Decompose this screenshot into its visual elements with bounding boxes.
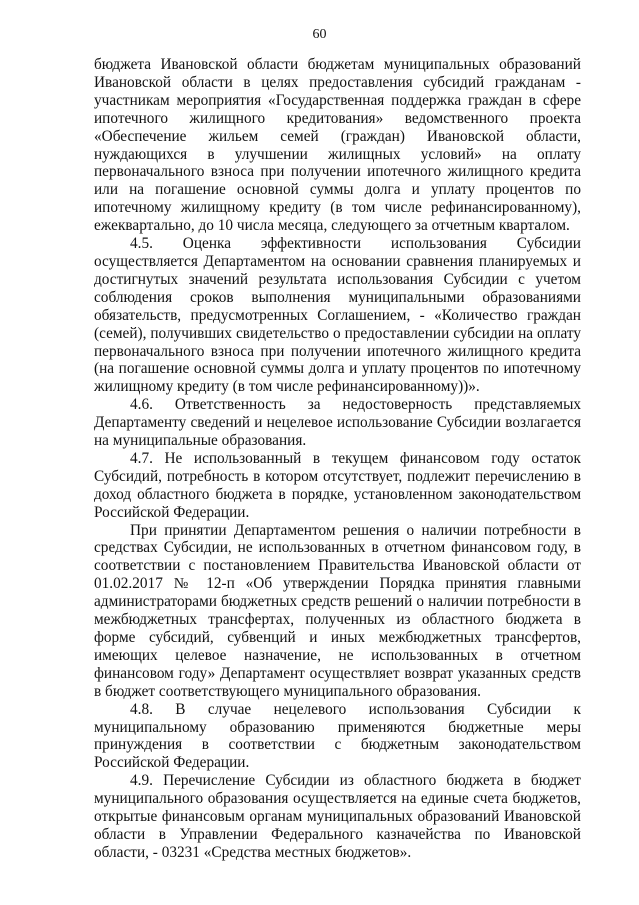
paragraph-4-7-return: При принятии Департаментом решения о наличии потребности в средствах Субсидии, не использованных в отчетном финансовом году, в соответствии с постановлением Правительства Ивановской области от 01.02.2017 № 12-п «Об утверждении Порядка принятия главными администраторами бюджетных средств решений о наличии потребности в межбюджетных трансфертах, полученных из областного бюджета в форме субсидий, субвенций и иных межбюджетных трансфертов, имеющих целевое назначение, не использованных в отчетном финансовом году» Департамент осуществляет возврат указанных средств в бюджет соответствующего муниципального образования. — [94, 521, 581, 700]
paragraph-4-5: 4.5. Оценка эффективности использования Субсидии осуществляется Департаментом на основании сравнения планируемых и достигнутых значений результата использования Субсидии с учетом соблюдения сроков выполнения муниципальными образованиями обязательств, предусмотренных Соглашением, - «Количество граждан (семей), получивших свидетельство о предоставлении субсидии на оплату первоначального взноса при получении ипотечного жилищного кредита (на погашение основной суммы долга и уплату процентов по ипотечному жилищному кредиту (в том числе рефинансированному))». — [94, 235, 581, 396]
page-number: 60 — [312, 27, 327, 42]
paragraph-4-7: 4.7. Не использованный в текущем финансовом году остаток Субсидий, потребность в котором отсутствует, подлежит перечислению в доход областного бюджета в порядке, установленном законодательством Российской Федерации. — [94, 449, 581, 521]
document-body — [94, 56, 581, 862]
paragraph-4-8: 4.8. В случае нецелевого использования Субсидии к муниципальному образованию применяются бюджетные меры принуждения в соответствии с бюджетным законодательством Российской Федерации. — [94, 700, 581, 772]
paragraph-4-9: 4.9. Перечисление Субсидии из областного бюджета в бюджет муниципального образования осуществляется на единые счета бюджетов, открытые финансовым органам муниципальных образований Ивановской области в Управлении Федерального казначейства по Ивановской области, - 03231 «Средства местных бюджетов». — [94, 772, 581, 861]
paragraph-continuation: бюджета Ивановской области бюджетам муниципальных образований Ивановской области в целях предоставления субсидий гражданам - участникам мероприятия «Государственная поддержка граждан в сфере ипотечного жилищного кредитования» ведомственного проекта «Обеспечение жильем семей (граждан) Ивановской области, нуждающихся в улучшении жилищных условий» на оплату первоначального взноса при получении ипотечного жилищного кредита или на погашение основной суммы долга и уплату процентов по ипотечному жилищному кредиту (в том числе рефинансированному), ежеквартально, до 10 числа месяца, следующего за отчетным кварталом. — [94, 56, 581, 235]
paragraph-4-6: 4.6. Ответственность за недостоверность представляемых Департаменту сведений и нецелевое использование Субсидии возлагается на муниципальные образования. — [94, 396, 581, 450]
